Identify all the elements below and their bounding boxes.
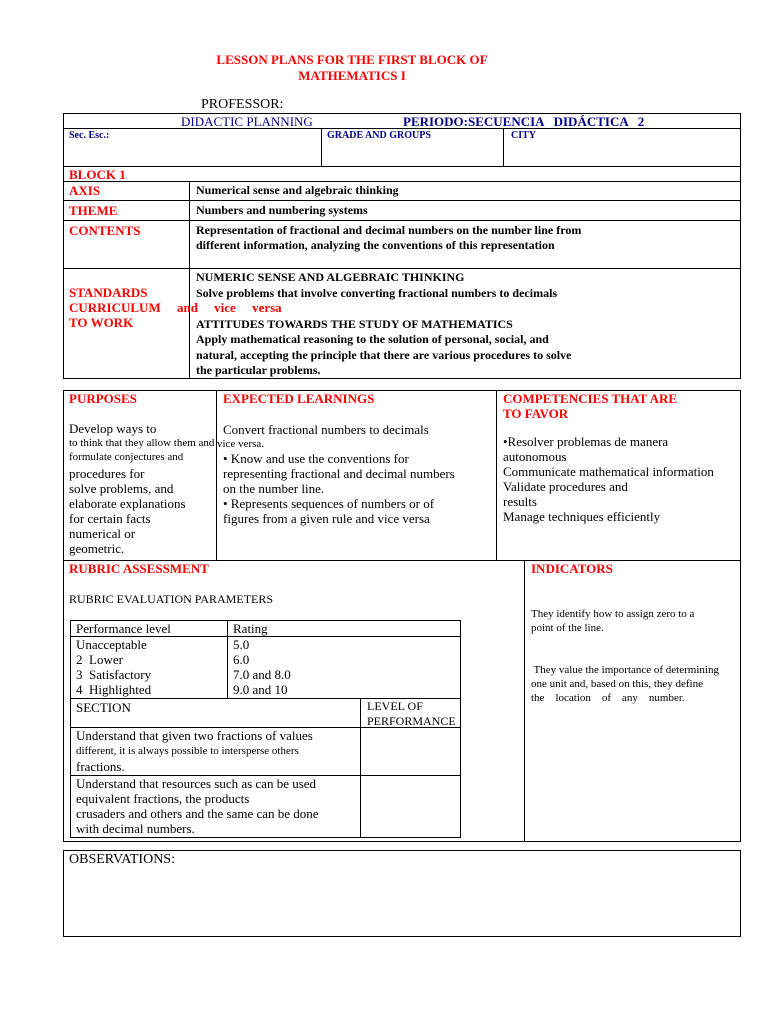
expected-learnings-text: Convert fractional numbers to decimals vice versa. • Know and use the conventions for representing fractional and decimal numbers on the number line. • Represents sequences of numbers or of figures from a given rule and vice versa: [217, 422, 455, 526]
purposes-label: PURPOSES: [69, 391, 137, 406]
expected-learnings-label: EXPECTED LEARNINGS: [223, 391, 375, 406]
standards-value: NUMERIC SENSE AND ALGEBRAIC THINKING Solve problems that involve converting fractional numbers to decimals ATTITUDES TOWARDS THE STUDY OF MATHEMATICS Apply mathematical reasoning to the solution of personal, social, and natural, accepting the principle that there are various procedures to solve the particular problems.: [196, 270, 572, 377]
title-line-2: MATHEMATICS I: [298, 68, 406, 83]
contents-label: CONTENTS: [69, 223, 141, 238]
theme-value: Numbers and numbering systems: [196, 203, 368, 217]
section-header: SECTION: [76, 700, 131, 715]
observations-label: OBSERVATIONS:: [69, 852, 175, 867]
title-line-1: LESSON PLANS FOR THE FIRST BLOCK OF: [216, 52, 488, 67]
periodo-label: PERIODO:SECUENCIA DIDÁCTICA 2: [403, 114, 645, 129]
contents-value: Representation of fractional and decimal numbers on the number line from different information, analyzing the conventions of this representation: [196, 223, 582, 252]
page-title: [140, 52, 564, 84]
standards-label: STANDARDS CURRICULUM and vice versa TO WORK: [69, 285, 282, 330]
axis-label: AXIS: [69, 183, 101, 198]
purposes-text: Develop ways to to think that they allow them and formulate conjectures and procedures for solve problems, and elaborate explanations for certain facts numerical or geometric.: [69, 421, 215, 556]
rubric-assessment-label: RUBRIC ASSESSMENT: [69, 561, 209, 576]
rating-header: Rating: [233, 621, 268, 636]
grade-groups-label: GRADE AND GROUPS: [327, 130, 431, 141]
competencies-label: COMPETENCIES THAT ARE TO FAVOR: [503, 391, 678, 421]
axis-value: Numerical sense and algebraic thinking: [196, 183, 399, 197]
sec-esc-label: Sec. Esc.:: [69, 130, 110, 141]
section-2-text: Understand that resources such as can be used equivalent fractions, the products crusaders and others and the same can be done with decimal numbers.: [76, 776, 319, 836]
section-1-text: Understand that given two fractions of values different, it is always possible to intersperse others fractions.: [76, 728, 313, 774]
ratings-list: 5.0 6.0 7.0 and 8.0 9.0 and 10: [233, 637, 291, 697]
level-of-performance-header: LEVEL OF PERFORMANCE: [367, 699, 456, 728]
performance-levels-list: Unacceptable 2 Lower 3 Satisfactory 4 Highlighted: [76, 637, 152, 697]
performance-level-header: Performance level: [76, 621, 171, 636]
city-label: CITY: [511, 130, 537, 141]
rubric-params-label: RUBRIC EVALUATION PARAMETERS: [69, 592, 274, 606]
block-label: BLOCK 1: [69, 167, 126, 182]
didactic-planning-label: DIDACTIC PLANNING: [181, 114, 313, 129]
indicators-label: INDICATORS: [531, 561, 613, 576]
theme-label: THEME: [69, 203, 118, 218]
indicators-text-1: They identify how to assign zero to a point of the line.: [531, 608, 695, 634]
professor-label: PROFESSOR:: [201, 97, 284, 112]
indicators-text-2: They value the importance of determining one unit and, based on this, they define the location of any number.: [531, 664, 719, 704]
competencies-text: •Resolver problemas de manera autonomous Communicate mathematical information Validate procedures and results Manage techniques efficiently: [503, 434, 714, 524]
